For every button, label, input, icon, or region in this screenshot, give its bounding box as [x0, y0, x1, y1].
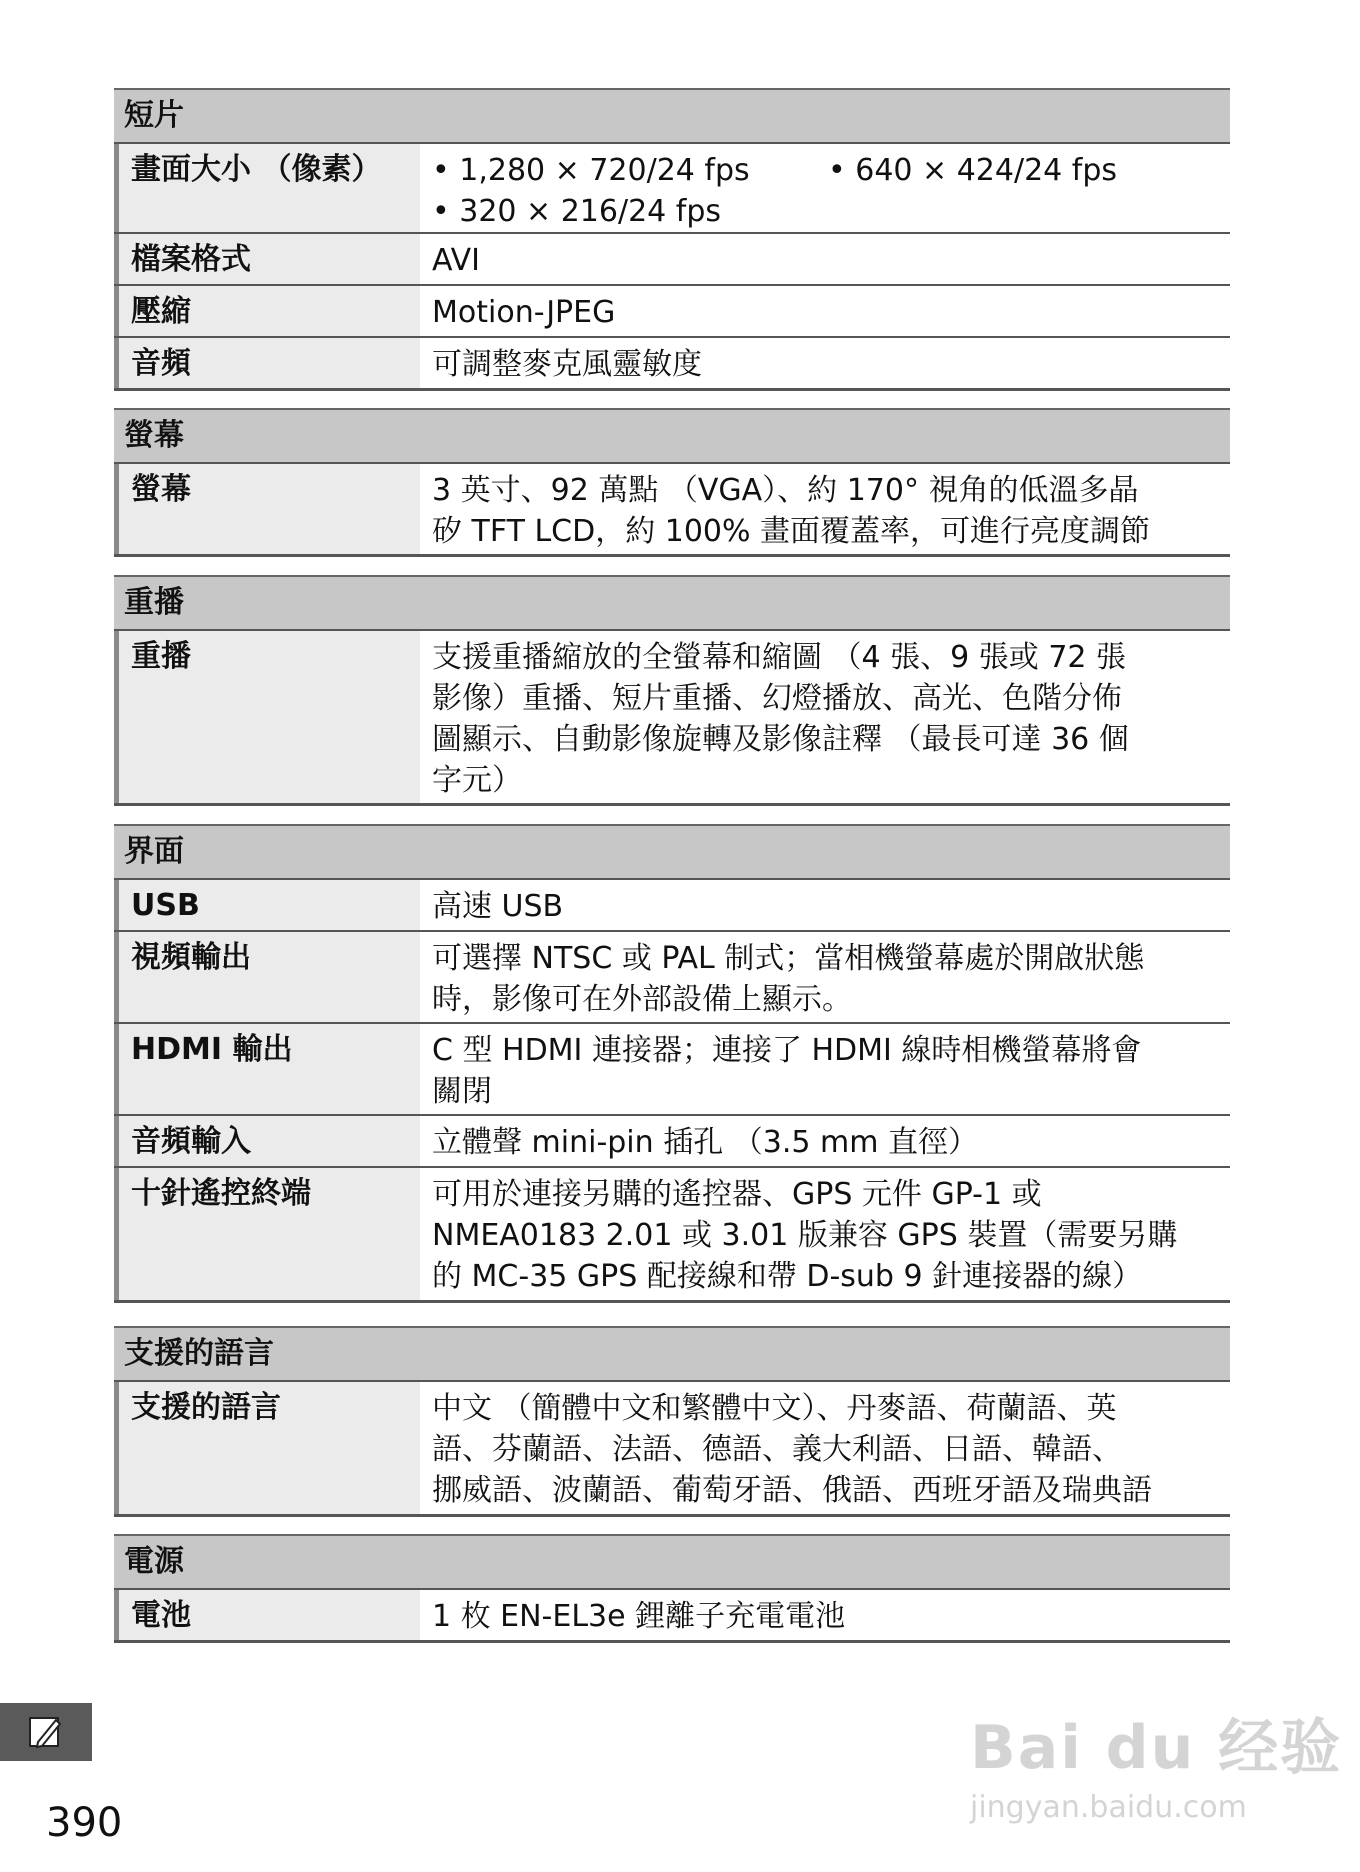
section-power — [114, 1534, 1230, 1643]
spec-label: 音頻輸入 — [114, 1116, 420, 1166]
value-line: 關閉 — [432, 1074, 492, 1109]
spec-label: 支援的語言 — [114, 1382, 420, 1514]
section-monitor — [114, 408, 1230, 557]
spec-label: 壓縮 — [114, 286, 420, 336]
value-line: 可用於連接另購的遙控器、GPS 元件 GP-1 或 — [432, 1177, 1042, 1212]
value-line: 圖顯示、自動影像旋轉及影像註釋 （最長可達 36 個 — [432, 722, 1129, 757]
value-line: 矽 TFT LCD，約 100% 畫面覆蓋率，可進行亮度調節 — [432, 514, 1151, 549]
bullet-item: • 320 × 216/24 fps — [432, 194, 722, 229]
value-line: 時，影像可在外部設備上顯示。 — [432, 982, 852, 1017]
spec-row — [114, 930, 1230, 1022]
spec-value — [420, 144, 1230, 232]
value-line: 字元） — [432, 763, 522, 798]
spec-value — [420, 1168, 1230, 1300]
spec-row — [114, 284, 1230, 336]
section-title: 界面 — [114, 824, 1230, 878]
page-number: 390 — [46, 1800, 123, 1846]
spec-label: 螢幕 — [114, 464, 420, 554]
spec-value: 高速 USB — [432, 889, 564, 924]
section-title: 短片 — [114, 88, 1230, 142]
spec-row — [114, 1022, 1230, 1114]
section-title: 螢幕 — [114, 408, 1230, 462]
value-line: 中文 （簡體中文和繁體中文）、丹麥語、荷蘭語、英 — [432, 1391, 1117, 1426]
spec-row — [114, 1380, 1230, 1517]
spec-value — [420, 1382, 1230, 1514]
spec-label: 檔案格式 — [114, 234, 420, 284]
spec-row — [114, 1114, 1230, 1166]
spec-value — [420, 464, 1230, 554]
section-title: 支援的語言 — [114, 1326, 1230, 1380]
watermark-url: jingyan.baidu.com — [970, 1790, 1247, 1825]
spec-row — [114, 142, 1230, 232]
bullet-item: • 1,280 × 720/24 fps — [432, 153, 750, 188]
spec-value — [420, 631, 1230, 803]
section-interface — [114, 824, 1230, 1303]
spec-label: 音頻 — [114, 338, 420, 388]
spec-label: 視頻輸出 — [114, 932, 420, 1022]
value-line: 可選擇 NTSC 或 PAL 制式；當相機螢幕處於開啟狀態 — [432, 941, 1145, 976]
section-languages — [114, 1326, 1230, 1517]
spec-row — [114, 878, 1230, 930]
spec-row — [114, 232, 1230, 284]
value-line: 支援重播縮放的全螢幕和縮圖 （4 張、9 張或 72 張 — [432, 640, 1127, 675]
value-line: 影像）重播、短片重播、幻燈播放、高光、色階分佈 — [432, 681, 1122, 716]
spec-label: USB — [114, 880, 420, 930]
section-playback — [114, 575, 1230, 806]
spec-row — [114, 1588, 1230, 1643]
section-title: 電源 — [114, 1534, 1230, 1588]
value-line: 挪威語、波蘭語、葡萄牙語、俄語、西班牙語及瑞典語 — [432, 1473, 1152, 1508]
spec-value — [420, 932, 1230, 1022]
spec-value: 1 枚 EN-EL3e 鋰離子充電電池 — [432, 1599, 846, 1634]
bullet-item: • 640 × 424/24 fps — [828, 153, 1118, 188]
chapter-tab — [0, 1703, 92, 1761]
watermark — [970, 1700, 1342, 1825]
value-line: 3 英寸、92 萬點 （VGA）、約 170° 視角的低溫多晶 — [432, 473, 1139, 508]
spec-row — [114, 336, 1230, 391]
spec-row — [114, 462, 1230, 557]
value-line: 的 MC-35 GPS 配接線和帶 D-sub 9 針連接器的線） — [432, 1259, 1143, 1294]
spec-label: 電池 — [114, 1590, 420, 1640]
spec-value: Motion-JPEG — [432, 295, 616, 330]
spec-value — [420, 1024, 1230, 1114]
spec-value: AVI — [432, 243, 480, 278]
spec-label: HDMI 輸出 — [114, 1024, 420, 1114]
spec-label: 畫面大小 （像素） — [114, 144, 420, 232]
spec-row — [114, 1166, 1230, 1303]
value-line: NMEA0183 2.01 或 3.01 版兼容 GPS 裝置（需要另購 — [432, 1218, 1178, 1253]
spec-label: 十針遙控終端 — [114, 1168, 420, 1300]
pencil-note-icon — [26, 1712, 66, 1752]
spec-label: 重播 — [114, 631, 420, 803]
watermark-brand: Bai du 经验 — [970, 1713, 1343, 1783]
section-movie — [114, 88, 1230, 391]
spec-row — [114, 629, 1230, 806]
value-line: C 型 HDMI 連接器；連接了 HDMI 線時相機螢幕將會 — [432, 1033, 1142, 1068]
spec-value: 立體聲 mini-pin 插孔 （3.5 mm 直徑） — [432, 1125, 978, 1160]
value-line: 語、芬蘭語、法語、德語、義大利語、日語、韓語、 — [432, 1432, 1122, 1467]
spec-value: 可調整麥克風靈敏度 — [432, 347, 702, 382]
section-title: 重播 — [114, 575, 1230, 629]
